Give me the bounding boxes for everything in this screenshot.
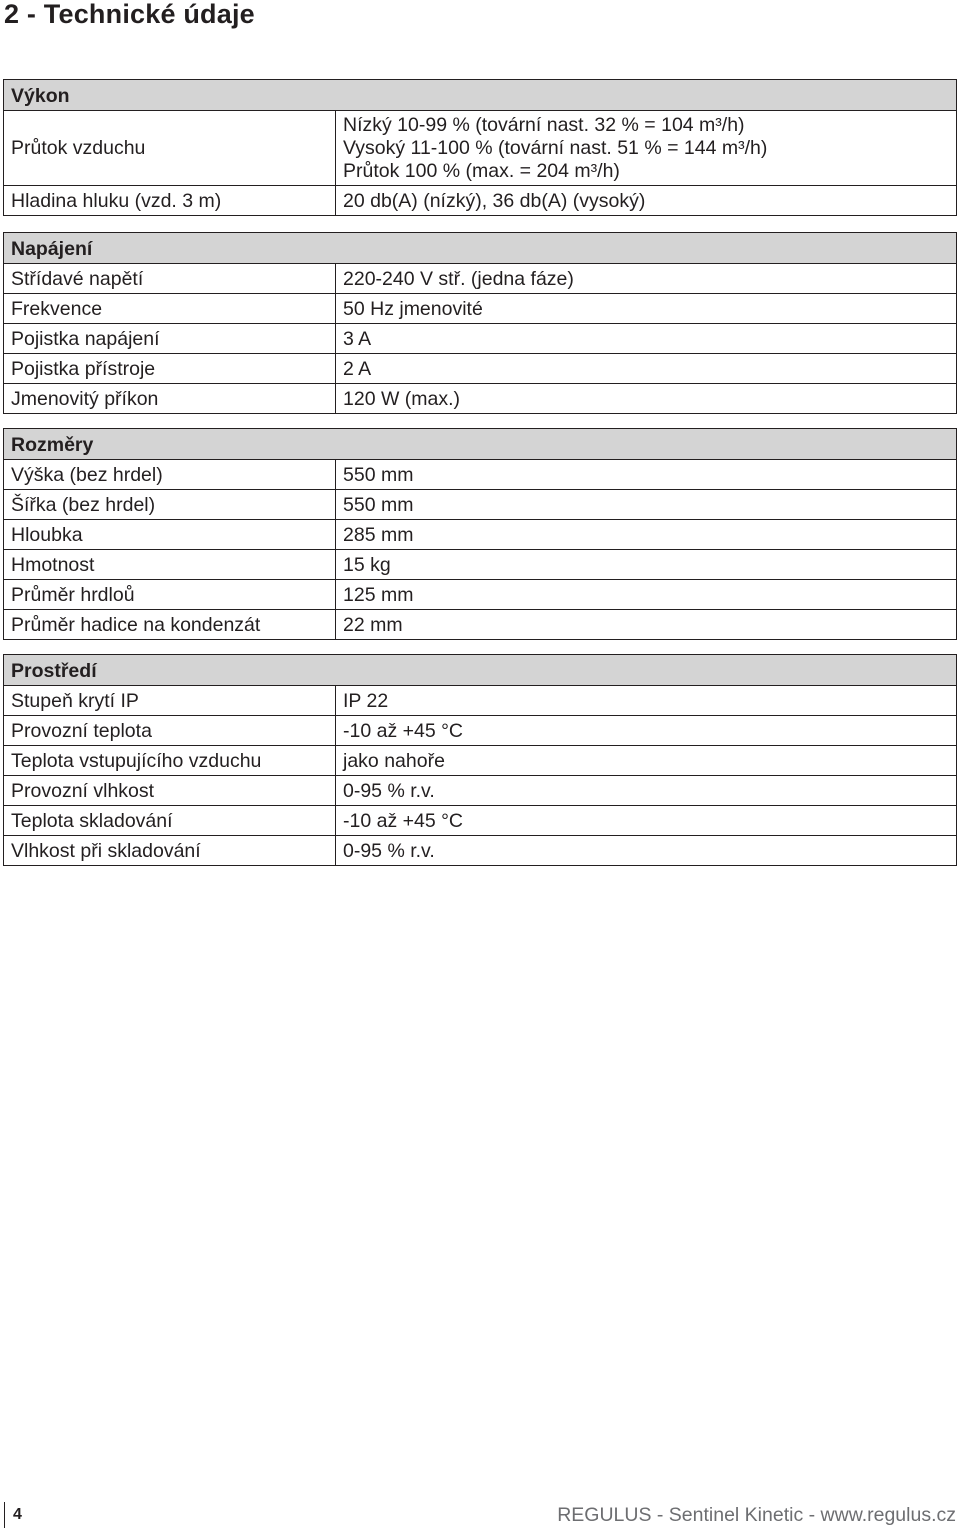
value-line: Průtok 100 % (max. = 204 m³/h) — [343, 160, 620, 182]
table-row — [4, 716, 957, 746]
row-label: Hloubka — [4, 520, 336, 550]
table-row — [4, 836, 957, 866]
row-value: 3 A — [336, 324, 957, 354]
row-label: Střídavé napětí — [4, 264, 336, 294]
row-value: -10 až +45 °C — [336, 716, 957, 746]
row-label: Provozní teplota — [4, 716, 336, 746]
table-row — [4, 520, 957, 550]
table-row — [4, 460, 957, 490]
table-row — [4, 746, 957, 776]
section-title: Rozměry — [4, 429, 957, 460]
row-label: Jmenovitý příkon — [4, 384, 336, 414]
section-napajeni-table — [3, 232, 957, 414]
row-value: 120 W (max.) — [336, 384, 957, 414]
row-label: Vlhkost při skladování — [4, 836, 336, 866]
row-label: Teplota skladování — [4, 806, 336, 836]
row-value: -10 až +45 °C — [336, 806, 957, 836]
table-row — [4, 384, 957, 414]
row-value: 20 db(A) (nízký), 36 db(A) (vysoký) — [336, 186, 957, 216]
row-value: 0-95 % r.v. — [336, 776, 957, 806]
section-header — [4, 80, 957, 111]
table-row — [4, 111, 957, 186]
row-value: jako nahoře — [336, 746, 957, 776]
table-row — [4, 354, 957, 384]
row-value: 550 mm — [336, 460, 957, 490]
row-value — [336, 111, 957, 186]
row-value: 220-240 V stř. (jedna fáze) — [336, 264, 957, 294]
section-prostredi-table — [3, 654, 957, 866]
row-value: IP 22 — [336, 686, 957, 716]
row-label: Hmotnost — [4, 550, 336, 580]
table-row — [4, 580, 957, 610]
table-row — [4, 806, 957, 836]
row-value: 22 mm — [336, 610, 957, 640]
section-header — [4, 233, 957, 264]
row-label: Hladina hluku (vzd. 3 m) — [4, 186, 336, 216]
row-label: Pojistka přístroje — [4, 354, 336, 384]
table-row — [4, 776, 957, 806]
row-value: 50 Hz jmenovité — [336, 294, 957, 324]
row-label: Šířka (bez hrdel) — [4, 490, 336, 520]
section-vykon-table — [3, 79, 957, 216]
page-title: 2 - Technické údaje — [4, 0, 255, 29]
table-row — [4, 324, 957, 354]
section-title: Napájení — [4, 233, 957, 264]
row-label: Stupeň krytí IP — [4, 686, 336, 716]
section-header — [4, 429, 957, 460]
row-value: 550 mm — [336, 490, 957, 520]
table-row — [4, 264, 957, 294]
table-row — [4, 294, 957, 324]
value-line: Nízký 10-99 % (tovární nast. 32 % = 104 m³/h) — [343, 114, 745, 136]
row-label: Výška (bez hrdel) — [4, 460, 336, 490]
section-title: Výkon — [4, 80, 957, 111]
row-label: Frekvence — [4, 294, 336, 324]
section-title: Prostředí — [4, 655, 957, 686]
section-header — [4, 655, 957, 686]
table-row — [4, 686, 957, 716]
row-label: Průměr hrdloů — [4, 580, 336, 610]
row-value: 15 kg — [336, 550, 957, 580]
table-row — [4, 186, 957, 216]
section-rozmery-table — [3, 428, 957, 640]
footer-brand: REGULUS - Sentinel Kinetic - www.regulus.cz — [557, 1504, 956, 1526]
table-row — [4, 490, 957, 520]
row-label: Provozní vlhkost — [4, 776, 336, 806]
table-row — [4, 550, 957, 580]
row-value: 2 A — [336, 354, 957, 384]
row-value: 285 mm — [336, 520, 957, 550]
row-value: 0-95 % r.v. — [336, 836, 957, 866]
row-label: Průměr hadice na kondenzát — [4, 610, 336, 640]
value-line: Vysoký 11-100 % (tovární nast. 51 % = 144 m³/h) — [343, 137, 768, 159]
row-value: 125 mm — [336, 580, 957, 610]
row-label: Pojistka napájení — [4, 324, 336, 354]
page-number: 4 — [4, 1502, 22, 1528]
row-label: Teplota vstupujícího vzduchu — [4, 746, 336, 776]
table-row — [4, 610, 957, 640]
row-label: Průtok vzduchu — [4, 111, 336, 186]
